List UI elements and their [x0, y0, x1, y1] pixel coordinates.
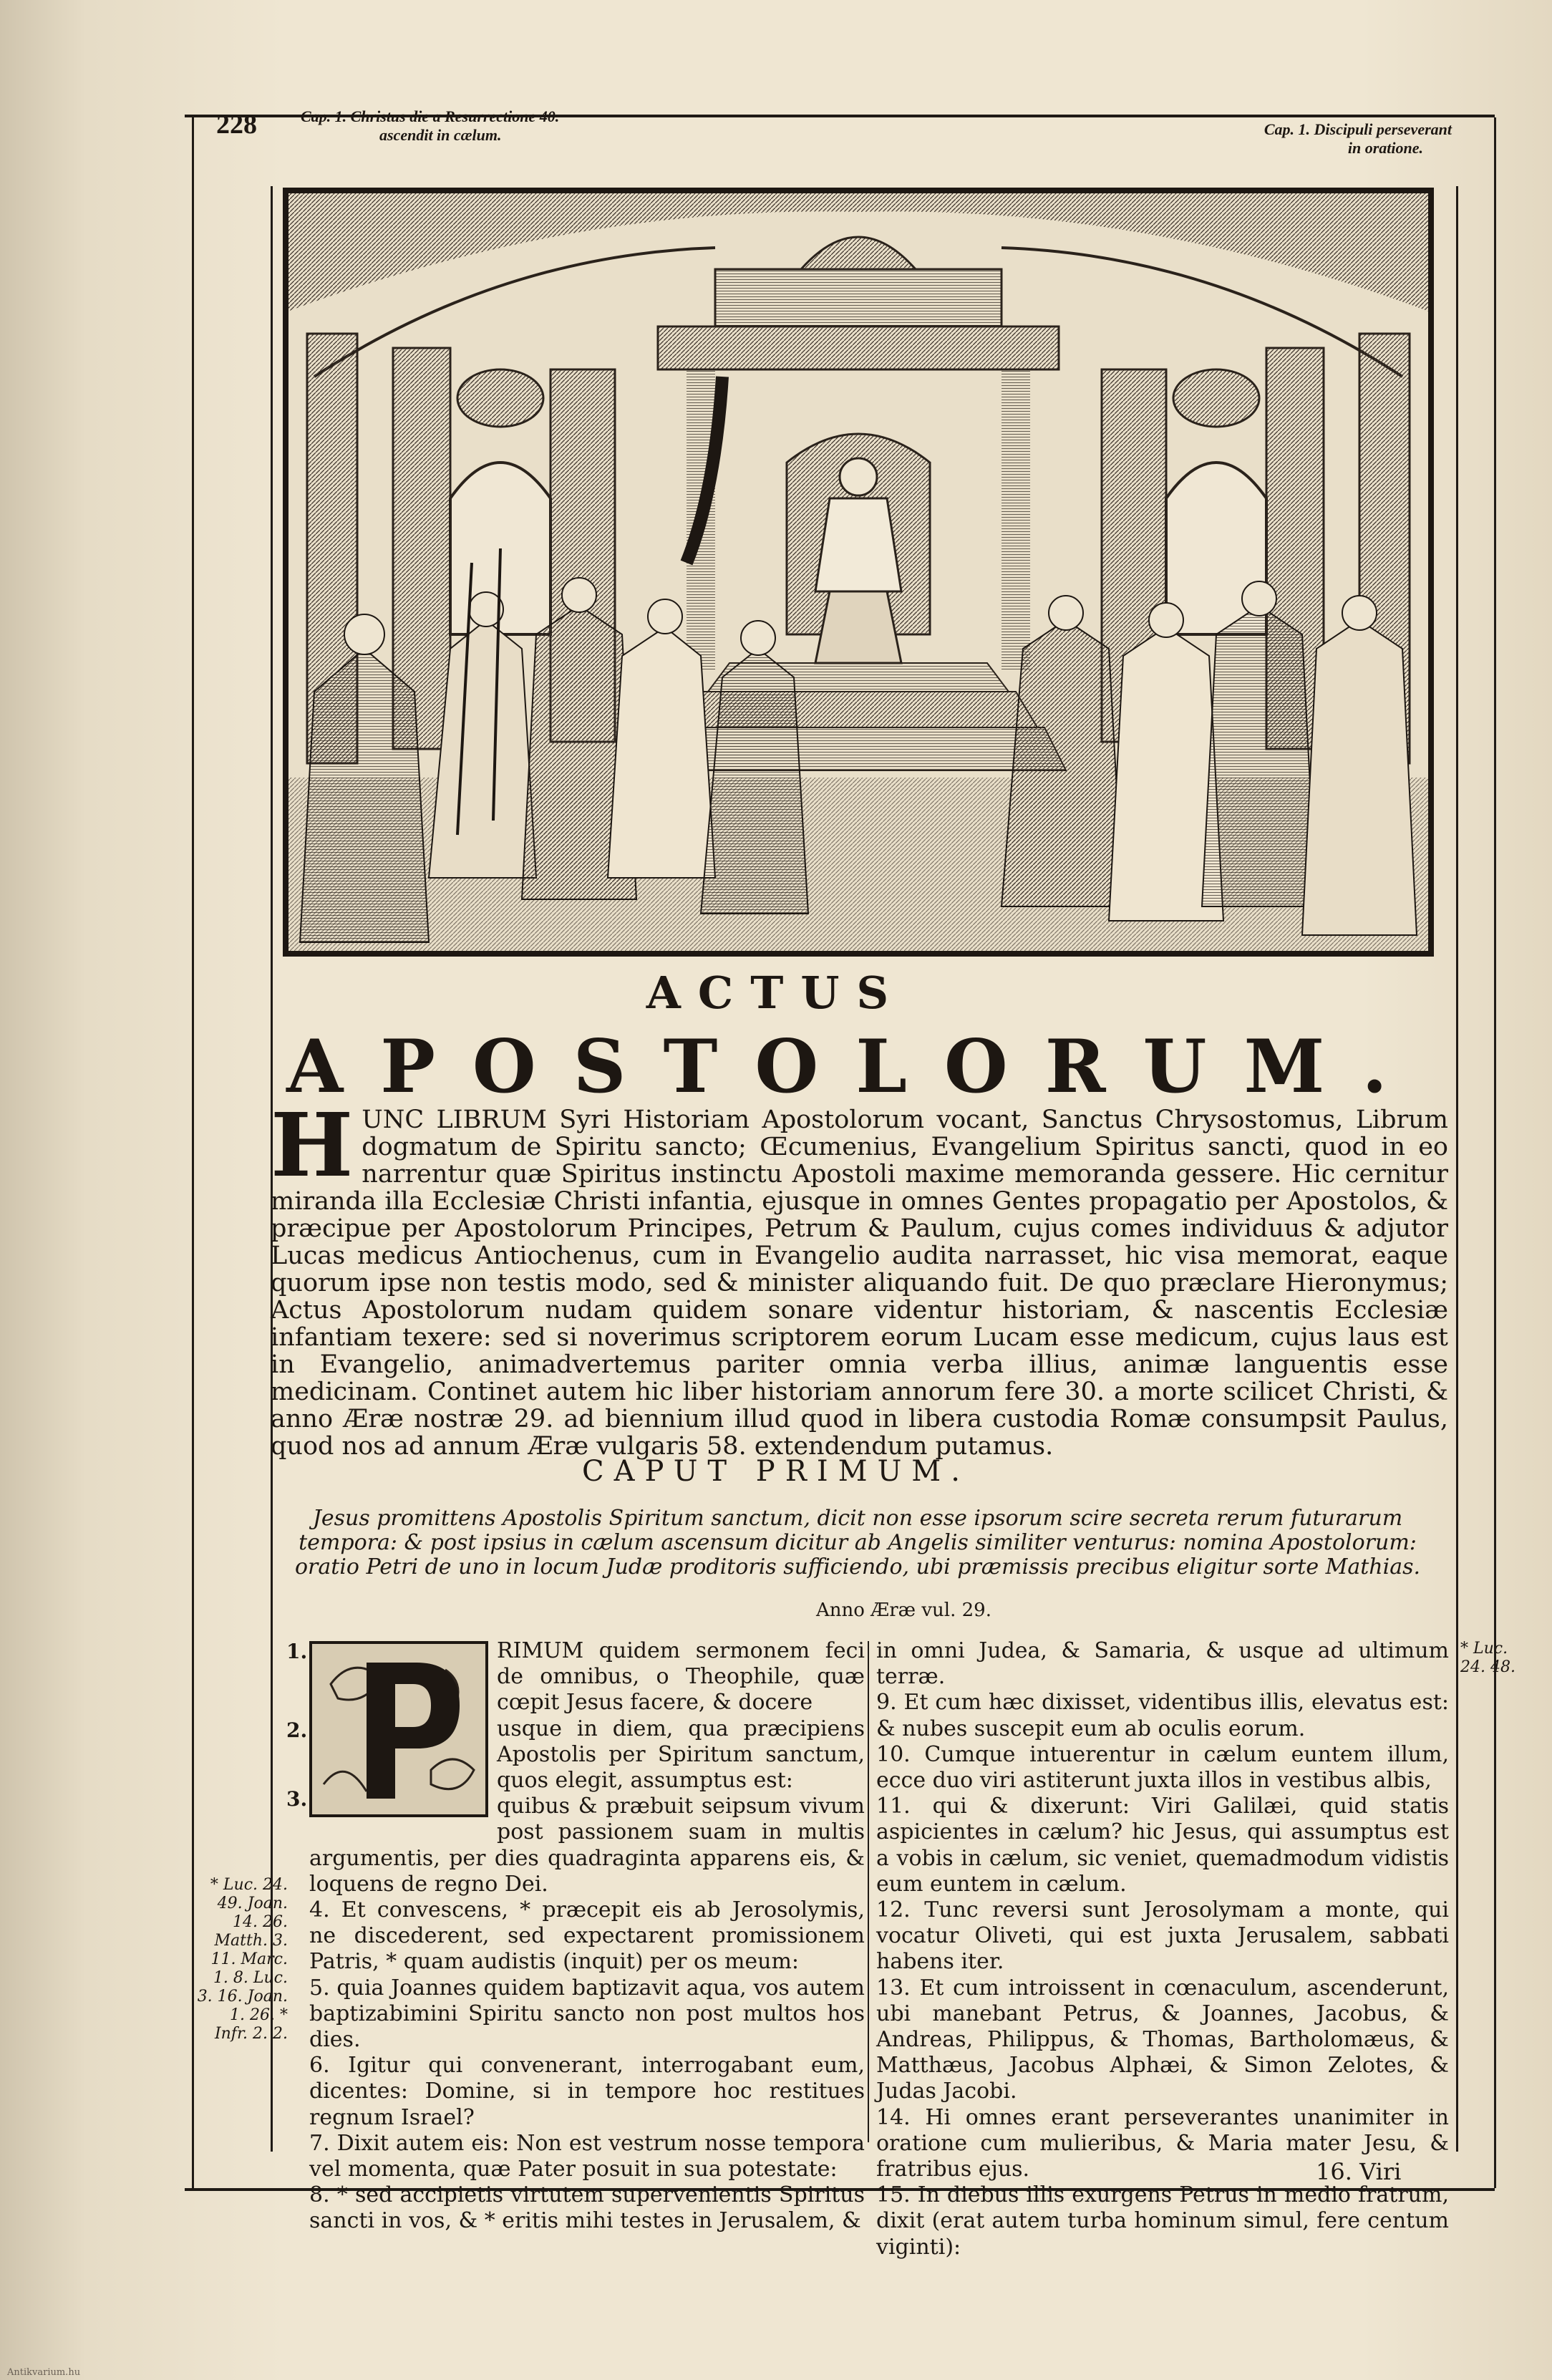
column-separator [868, 1641, 869, 2142]
intro-text: UNC LIBRUM Syri Historiam Apostolorum vocant, Sanctus Chrysostomus, Librum dogmatum de Spiritu sancto; Œcumenius, Evangelium Spiritus sancti, quod in eo narrentur quæ Spiritus instinctu Apostoli maxime memoranda gessere. Hic cernitur miranda illa Ecclesiæ Christi infantia, ejusque in omnes Gentes propagatio per Apostolos, & præcipue per Apostolorum Principes, Petrum & Paulum, cujus comes individuus & adjutor Lucas medicus Antiochenus, cum in Evangelio audita narrasset, hic visa memorat, eaque quorum ipse non testis modo, sed & minister aliquando fuit. De quo præclare Hieronymus; Actus Apostolorum nudam quidem sonare videntur historiam, & nascentis Ecclesiæ infantiam texere: sed si noverimus scriptorem eorum Lucam esse medicum, cujus laus est in Evangelio, animadvertemus pariter omnia verba illius, animæ languentis esse medicinam. Continet autem hic liber historiam annorum fere 30. a morte scilicet Christi, & anno Æræ nostræ 29. ad biennium illud quod in libera custodia Romæ consumpsit Paulus, quod nos ad annum Æræ vulgaris 58. extendendum putamus. [271, 1106, 1448, 1461]
verse-1: RIMUM quidem sermonem feci de omnibus, o Theophile, quæ cœpit Jesus facere, & docere [497, 1638, 865, 1716]
running-head-right [1194, 120, 1452, 158]
verse-number-3: 3. [286, 1787, 308, 1811]
engraving-illustration [283, 188, 1434, 957]
running-head-left-line1: Cap. 1. Christus die a Resurrectione 40. [301, 107, 560, 125]
verse-2: usque in diem, qua præcipiens Apostolis per Spiritum sanctum, quos elegit, assumptus est: [497, 1716, 865, 1794]
chapter-heading: CAPUT PRIMUM. [582, 1455, 970, 1488]
verse-8: 8. * sed accipietis virtutem supervenientis Spiritus sancti in vos, & * eritis mihi testes in Jerusalem, & [309, 2182, 865, 2234]
verse-13: 13. Et cum introissent in cœnaculum, ascenderunt, ubi manebant Petrus, & Joannes, Jacobus, & Andreas, Philippus, & Thomas, Bartholomæus, & Matthæus, Jacobus Alphæi, & Simon Zelotes, & Judas Jacobi. [876, 1975, 1449, 2104]
decorative-initial-art [309, 1641, 488, 1817]
decorative-initial-p [309, 1641, 488, 1817]
margin-notes-right: * Luc. 24. 48. [1460, 1640, 1515, 1676]
verse-8-continued: in omni Judea, & Samaria, & usque ad ultimum terræ. [876, 1638, 1449, 1690]
verse-11: 11. qui & dixerunt: Viri Galilæi, quid statis aspicientes in cælum? hic Jesus, qui assumptus est a vobis in cælum, sic veniet, quemadmodum vidistis eum euntem in cælum. [876, 1794, 1449, 1897]
margin-notes-left: * Luc. 24. 49. Joan. 14. 26. Matth. 3. 11. Marc. 1. 8. Luc. 3. 16. Joan. 1. 26. * Infr. 2. 2. [197, 1876, 288, 2043]
running-head-left [301, 107, 637, 145]
chapter-summary: Jesus promittens Apostolis Spiritum sanctum, dicit non esse ipsorum scire secreta rerum futurarum tempora: & post ipsius in cælum ascensum dicitur ab Angelis similiter venturus: nomina Apostolorum: oratio Petri de uno in locum Judæ proditoris sufficiendo, ubi præmissis precibus eligitur sorte Mathias. [294, 1506, 1421, 1580]
verse-number-1: 1. [286, 1640, 308, 1663]
verse-7: 7. Dixit autem eis: Non est vestrum nosse tempora vel momenta, quæ Pater posuit in sua potestate: [309, 2130, 865, 2182]
title-actus: ACTUS [646, 967, 906, 1019]
verse-15: 15. In diebus illis exurgens Petrus in medio fratrum, dixit (erat autem turba hominum simul, fere centum viginti): [876, 2182, 1449, 2260]
page-number: 228 [216, 110, 257, 140]
running-head-right-line1: Cap. 1. Discipuli perseverant [1264, 120, 1452, 138]
verse-14: 14. Hi omnes erant perseverantes unanimiter in oratione cum mulieribus, & Maria mater Jesu, & fratribus ejus. [876, 2104, 1449, 2182]
verse-5: 5. quia Joannes quidem baptizavit aqua, vos autem baptizabimini Spiritu sancto non post multos hos dies. [309, 1975, 865, 2053]
running-head-right-line2: in oratione. [1347, 139, 1423, 157]
verse-10: 10. Cumque intuerentur in cælum euntem illum, ecce duo viri astiterunt juxta illos in vestibus albis, [876, 1741, 1449, 1794]
verse-4: 4. Et convescens, * præcepit eis ab Jerosolymis, ne discederent, sed expectarent promissionem Patris, * quam audistis (inquit) per os meum: [309, 1897, 865, 1975]
verse-3: quibus & præbuit seipsum vivum post passionem suam in multis argumentis, per dies quadraginta apparens eis, & loquens de regno Dei. [309, 1794, 865, 1897]
inner-rule-right [1456, 186, 1458, 2152]
catchword: 16. Viri [1316, 2158, 1402, 2185]
engraving-art [286, 190, 1431, 954]
intro-initial: H [271, 1093, 354, 1196]
column-left [309, 1638, 865, 2235]
watermark: Antikvarium.hu [7, 2367, 81, 2378]
anno-date: Anno Æræ vul. 29. [816, 1600, 991, 1621]
verse-6: 6. Igitur qui convenerant, interrogabant eum, dicentes: Domine, si in tempore hoc restitues regnum Israel? [309, 2053, 865, 2130]
running-head-left-line2: ascendit in cælum. [379, 126, 502, 144]
introduction-paragraph [271, 1093, 1448, 1461]
title-apostolorum: APOSTOLORUM. [286, 1024, 1425, 1110]
verse-9: 9. Et cum hæc dixisset, videntibus illis, elevatus est: & nubes suscepit eum ab oculis eorum. [876, 1690, 1449, 1741]
verse-12: 12. Tunc reversi sunt Jerosolymam a monte, qui vocatur Oliveti, qui est juxta Jerusalem, sabbati habens iter. [876, 1897, 1449, 1975]
verse-number-2: 2. [286, 1718, 308, 1742]
